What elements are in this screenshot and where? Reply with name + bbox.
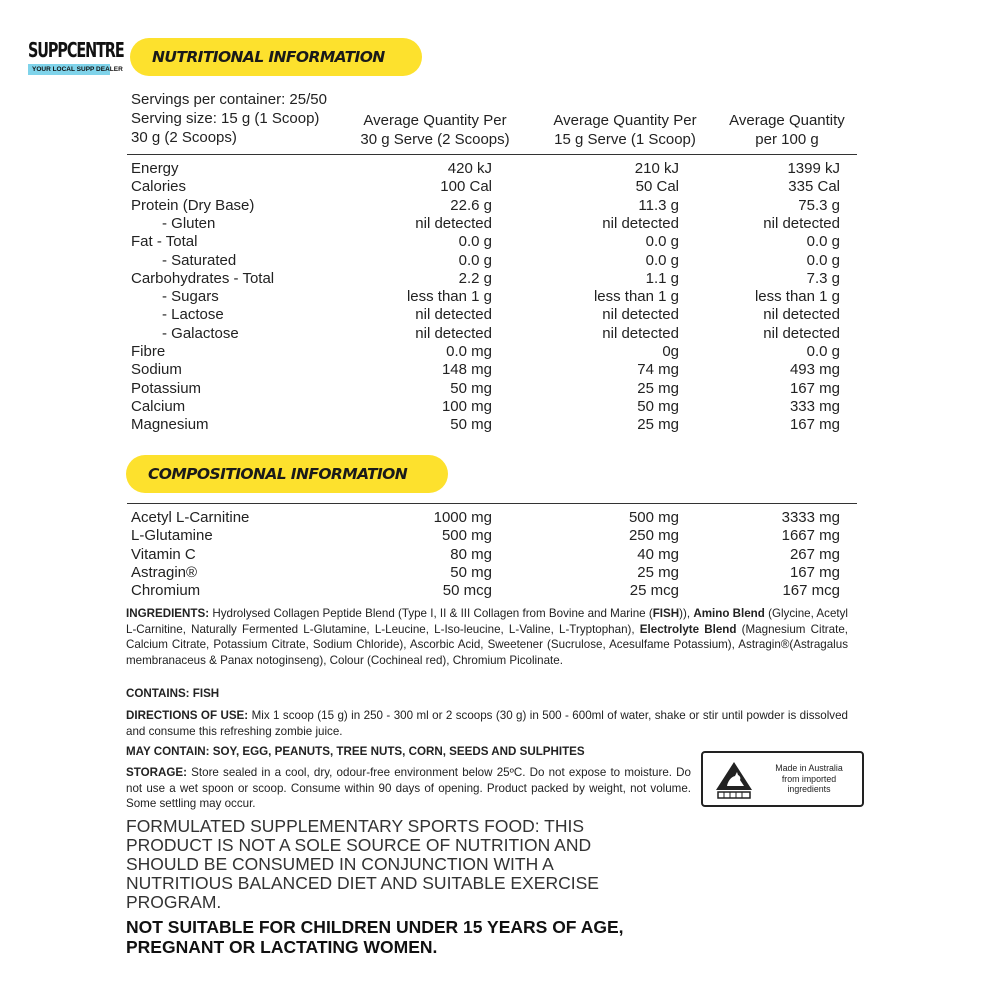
row-value-15g: 11.3 g <box>638 196 679 214</box>
table-row <box>0 546 1000 564</box>
directions-body: Mix 1 scoop (15 g) in 250 - 300 ml or 2 scoops (30 g) in 500 - 600ml of water, shake or stir until powder is dissolved and consume this refreshing zombie juice. <box>126 709 848 738</box>
nutrition-heading-pill <box>130 38 422 76</box>
row-value-30g: 148 mg <box>441 361 492 379</box>
row-value-15g: nil detected <box>602 214 679 232</box>
table-row <box>0 160 1000 178</box>
ingredients-part3: (Glycine, Acetyl L-Carnitine, Naturally Fermented L-Glutamine, L-Leucine, L-Iso-leucine, L-Valine, L-Tryptophan), <box>126 607 848 636</box>
table-row <box>0 582 1000 600</box>
row-name: Vitamin C <box>131 545 196 563</box>
row-value-100g: 3333 mg <box>781 509 840 526</box>
ingredients-label: INGREDIENTS: <box>126 607 210 620</box>
brand-name: SUPPCENTRE <box>28 38 124 62</box>
row-name: Astragin® <box>131 563 198 581</box>
nutrition-divider <box>127 154 857 155</box>
row-value-30g: 0.0 g <box>458 233 492 251</box>
row-value-100g: 1399 kJ <box>787 160 840 177</box>
row-value-15g: 25 mg <box>637 563 679 581</box>
directions-text <box>126 708 848 739</box>
row-name: Energy <box>131 160 179 177</box>
serving-size-line1: Serving size: 15 g (1 Scoop) <box>131 110 320 127</box>
row-value-30g: 100 mg <box>441 397 492 415</box>
table-row <box>0 343 1000 361</box>
row-value-100g: 75.3 g <box>798 196 840 214</box>
table-row <box>0 252 1000 270</box>
row-value-30g: 50 mg <box>450 379 492 397</box>
row-name: L-Glutamine <box>131 527 213 545</box>
row-value-100g: 0.0 g <box>806 233 840 251</box>
row-value-100g: 167 mg <box>789 563 840 581</box>
row-value-100g: 167 mg <box>789 379 840 397</box>
storage-label: STORAGE: <box>126 766 187 779</box>
storage-text <box>126 765 691 812</box>
badge-line1: Made in Australia <box>775 763 843 773</box>
badge-line2: from imported <box>781 773 837 784</box>
row-value-30g: nil detected <box>415 324 492 342</box>
row-name: Sodium <box>131 361 182 379</box>
row-name: - Lactose <box>162 306 224 324</box>
row-value-30g: 100 Cal <box>440 178 492 196</box>
table-row <box>0 178 1000 196</box>
table-row <box>0 233 1000 251</box>
col1-header-line1: Average Quantity Per <box>363 112 507 129</box>
directions-label: DIRECTIONS OF USE: <box>126 709 249 722</box>
warning-text: NOT SUITABLE FOR CHILDREN UNDER 15 YEARS OF AGE, PREGNANT OR LACTATING WOMEN. <box>126 917 624 957</box>
kangaroo-triangle-icon <box>713 759 755 801</box>
row-value-30g: 500 mg <box>441 527 492 545</box>
row-value-15g: 500 mg <box>628 509 679 526</box>
row-value-15g: 25 mg <box>637 379 679 397</box>
ingredients-part1: Hydrolysed Collagen Peptide Blend (Type I, II & III Collagen from Bovine and Marine ( <box>209 607 653 620</box>
ingredients-part4: (Magnesium Citrate, Calcium Citrate, Potassium Citrate, Sodium Chloride), Ascorbic Acid, Sweetener (Sucrulose, Acesulfame Potassium), Astragin®(Astragalus membranaceus & Panax notoginseng), Colour (Cochineal red), Chromium Picolinate. <box>126 622 848 668</box>
row-name: Carbohydrates - Total <box>131 269 275 287</box>
may-contain-label: MAY CONTAIN: SOY, EGG, PEANUTS, TREE NUTS, CORN, SEEDS AND SULPHITES <box>126 745 585 758</box>
row-name: - Gluten <box>162 214 216 232</box>
row-name: Calories <box>131 178 187 196</box>
nutrition-heading: NUTRITIONAL INFORMATION <box>152 48 385 66</box>
row-value-15g: 0.0 g <box>645 233 679 251</box>
contains-text <box>126 686 848 702</box>
row-value-30g: less than 1 g <box>406 288 492 306</box>
table-row <box>0 416 1000 434</box>
row-value-100g: 1667 mg <box>781 527 840 545</box>
col2-header-line1: Average Quantity Per <box>553 112 697 129</box>
amino-blend-label: Amino Blend <box>693 607 765 620</box>
ingredients-part2: )), <box>679 607 694 620</box>
row-value-30g: nil detected <box>415 306 492 324</box>
col1-header-line2: 30 g Serve (2 Scoops) <box>360 131 510 148</box>
row-value-30g: 50 mg <box>450 416 492 434</box>
row-value-15g: 210 kJ <box>634 160 679 177</box>
row-value-30g: 0.0 mg <box>446 343 492 360</box>
row-name: Chromium <box>131 582 201 600</box>
row-value-100g: 0.0 g <box>806 343 840 360</box>
row-value-100g: 7.3 g <box>806 269 840 287</box>
row-name: Fat - Total <box>131 233 198 251</box>
servings-per-container: Servings per container: 25/50 <box>131 91 327 108</box>
composition-divider <box>127 503 857 504</box>
row-value-100g: 493 mg <box>789 361 840 379</box>
row-name: Calcium <box>131 397 186 415</box>
made-in-australia-badge <box>701 751 864 807</box>
row-value-15g: 40 mg <box>637 545 679 563</box>
row-name: Fibre <box>131 343 166 360</box>
row-name: Magnesium <box>131 416 209 434</box>
row-value-30g: nil detected <box>415 214 492 232</box>
col2-header-line2: 15 g Serve (1 Scoop) <box>554 131 696 148</box>
table-row <box>0 288 1000 306</box>
row-value-30g: 50 mg <box>450 563 492 581</box>
row-value-15g: 1.1 g <box>645 269 679 287</box>
row-value-15g: nil detected <box>602 306 679 324</box>
row-value-100g: nil detected <box>763 324 840 342</box>
row-name: Acetyl L-Carnitine <box>131 509 250 526</box>
row-value-100g: 335 Cal <box>788 178 840 196</box>
table-row <box>0 306 1000 324</box>
serving-size-line2: 30 g (2 Scoops) <box>131 129 237 146</box>
table-row <box>0 509 1000 527</box>
row-value-15g: less than 1 g <box>593 288 679 306</box>
ingredients-fish: FISH <box>652 607 680 620</box>
brand-tagline: YOUR LOCAL SUPP DEALER <box>28 64 110 75</box>
row-value-30g: 22.6 g <box>450 196 492 214</box>
row-value-100g: nil detected <box>763 306 840 324</box>
col3-header-line1: Average Quantity <box>729 112 845 129</box>
table-row <box>0 197 1000 215</box>
badge-text <box>759 763 859 795</box>
row-value-15g: 74 mg <box>637 361 679 379</box>
row-value-30g: 0.0 g <box>458 251 492 269</box>
ingredients-text <box>126 606 848 669</box>
row-value-100g: 167 mcg <box>782 582 840 600</box>
row-value-30g: 2.2 g <box>458 269 492 287</box>
contains-label: CONTAINS: FISH <box>126 687 220 700</box>
row-name: Protein (Dry Base) <box>131 196 255 214</box>
electrolyte-blend-label: Electrolyte Blend <box>639 622 737 636</box>
row-value-30g: 420 kJ <box>447 160 492 177</box>
row-value-100g: 267 mg <box>789 545 840 563</box>
row-name: - Galactose <box>162 324 239 342</box>
storage-body: Store sealed in a cool, dry, odour-free environment below 25ºC. Do not expose to moisture. Do not use a wet spoon or scoop. Consume within 90 days of opening. Product packed by weight, not volume. Some settling may occur. <box>126 766 691 811</box>
row-value-30g: 80 mg <box>450 545 492 563</box>
table-row <box>0 325 1000 343</box>
table-row <box>0 527 1000 545</box>
row-name: - Saturated <box>162 251 237 269</box>
row-value-30g: 50 mcg <box>442 582 492 600</box>
col3-header-line2: per 100 g <box>755 131 819 148</box>
row-value-15g: nil detected <box>602 324 679 342</box>
table-row <box>0 564 1000 582</box>
table-row <box>0 270 1000 288</box>
row-value-100g: less than 1 g <box>754 288 840 306</box>
table-row <box>0 361 1000 379</box>
row-value-15g: 25 mg <box>637 416 679 434</box>
row-value-30g: 1000 mg <box>433 509 492 526</box>
row-value-15g: 250 mg <box>628 527 679 545</box>
disclaimer-text: FORMULATED SUPPLEMENTARY SPORTS FOOD: THIS PRODUCT IS NOT A SOLE SOURCE OF NUTRITION AND SHOULD BE CONSUMED IN CONJUNCTION WITH A NUTRITIOUS BALANCED DIET AND SUITABLE EXERCISE PROGRAM. <box>126 816 599 912</box>
table-row <box>0 380 1000 398</box>
composition-heading: COMPOSITIONAL INFORMATION <box>148 465 408 483</box>
brand-logo <box>28 36 124 75</box>
composition-heading-pill <box>126 455 448 493</box>
row-value-15g: 25 mcg <box>629 582 679 600</box>
row-value-15g: 50 mg <box>637 397 679 415</box>
row-value-100g: nil detected <box>763 214 840 232</box>
row-name: - Sugars <box>162 288 219 306</box>
row-value-15g: 50 Cal <box>635 178 679 196</box>
row-value-100g: 167 mg <box>789 416 840 434</box>
table-row <box>0 215 1000 233</box>
row-value-100g: 333 mg <box>789 397 840 415</box>
row-name: Potassium <box>131 379 202 397</box>
row-value-15g: 0g <box>662 343 679 360</box>
badge-line3: ingredients <box>787 784 831 794</box>
table-row <box>0 398 1000 416</box>
row-value-100g: 0.0 g <box>806 251 840 269</box>
row-value-15g: 0.0 g <box>645 251 679 269</box>
